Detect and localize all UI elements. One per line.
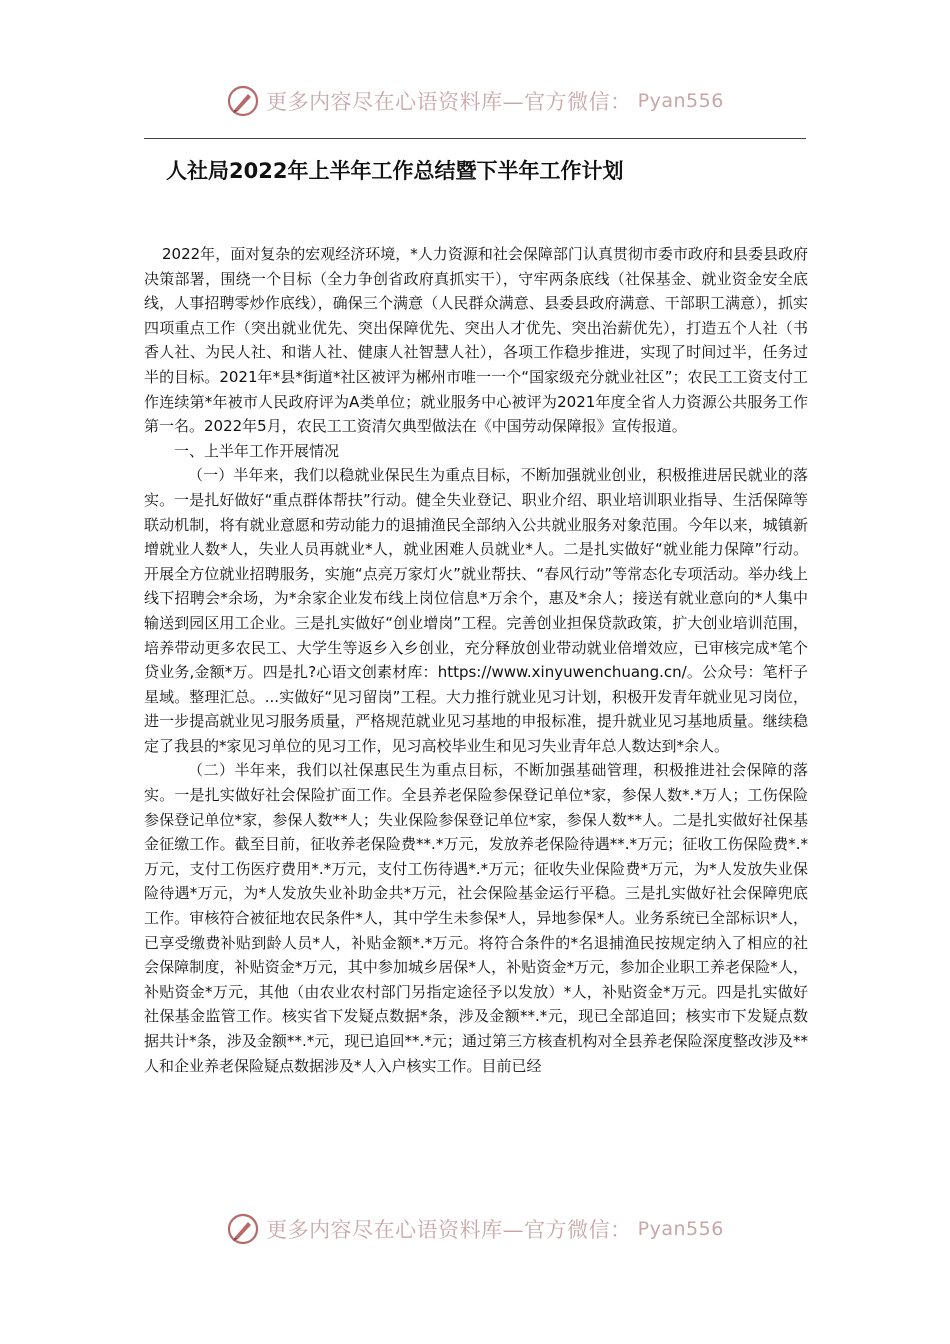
watermark-text: 更多内容尽在心语资料库—官方微信： [266, 1218, 632, 1242]
pen-logo-icon [226, 84, 260, 118]
paragraph-social-security: （二）半年来，我们以社保惠民生为重点目标，不断加强基础管理，积极推进社会保障的落实。一是扎实做好社会保险扩面工作。全县养老保险参保登记单位*家，参保人数*.*万人；工伤保险参保登记单位*家，参保人数**人；失业保险参保登记单位*家，参保人数**人。二是扎实做好社保基金征缴工作。截至目前，征收养老保险费**.*万元，发放养老保险待遇**.*万元；征收工伤保险费*.*万元，支付工伤医疗费用*.*万元，支付工伤待遇*.*万元；征收失业保险费*万元，为*人发放失业保险待遇*万元，为*人发放失业补助金共*万元，社会保险基金运行平稳。三是扎实做好社会保障兜底工作。审核符合被征地农民条件*人，其中学生未参保*人，异地参保*人。业务系统已全部标识*人，已享受缴费补贴到龄人员*人，补贴金额*.*万元。将符合条件的*名退捕渔民按规定纳入了相应的社会保障制度，补贴资金*万元，其中参加城乡居保*人，补贴资金*万元，参加企业职工养老保险*人，补贴资金*万元，其他（由农业农村部门另指定途径予以发放）*人，补贴资金*万元。四是扎实做好社保基金监管工作。核实省下发疑点数据*条，涉及金额**.*元，现已全部追回；核实市下发疑点数据共计*条，涉及金额**.*元，现已追回**.*元；通过第三方核查机构对全县养老保险深度整改涉及**人和企业养老保险疑点数据涉及*人入户核实工作。目前已经 [144, 761, 808, 1075]
watermark-wechat-id: Pyan556 [637, 90, 724, 112]
document-title: 人社局2022年上半年工作总结暨下半年工作计划 [166, 159, 624, 183]
watermark-footer [0, 1212, 950, 1246]
document-body [144, 242, 808, 1078]
section-heading-1: 一、上半年工作开展情况 [174, 441, 340, 460]
paragraph-intro: 2022年，面对复杂的宏观经济环境，*人力资源和社会保障部门认真贯彻市委市政府和县委县政府决策部署，围绕一个目标（全力争创省政府真抓实干），守牢两条底线（社保基金、就业资金安全底线，人事招聘零炒作底线），确保三个满意（人民群众满意、县委县政府满意、干部职工满意），抓实四项重点工作（突出就业优先、突出保障优先、突出人才优先、突出治薪优先），打造五个人社（书香人社、为民人社、和谐人社、健康人社智慧人社），各项工作稳步推进，实现了时间过半，任务过半的目标。2021年*县*街道*社区被评为郴州市唯一一个“国家级充分就业社区”；农民工工资支付工作连续第*年被市人民政府评为A类单位；就业服务中心被评为2021年度全省人力资源公共服务工作第一名。2022年5月，农民工工资清欠典型做法在《中国劳动保障报》宣传报道。 [144, 245, 808, 436]
header-rule [144, 138, 806, 139]
paragraph-employment: （一）半年来，我们以稳就业保民生为重点目标，不断加强就业创业，积极推进居民就业的落实。一是扎好做好“重点群体帮扶”行动。健全失业登记、职业介绍、职业培训职业指导、生活保障等联动机制，将有就业意愿和劳动能力的退捕渔民全部纳入公共就业服务对象范围。今年以来，城镇新增就业人数*人，失业人员再就业*人，就业困难人员就业*人。二是扎实做好“就业能力保障”行动。开展全方位就业招聘服务，实施“点亮万家灯火”就业帮扶、“春风行动”等常态化专项活动。举办线上线下招聘会*余场，为*余家企业发布线上岗位信息*万余个，惠及*余人；接送有就业意向的*人集中输送到园区用工企业。三是扎实做好“创业增岗”工程。完善创业担保贷款政策，扩大创业培训范围，培养带动更多农民工、大学生等返乡入乡创业，充分释放创业带动就业倍增效应，已审核完成*笔个贷业务,金额*万。四是扎?心语文创素材库：https://www.xinyuwenchuang.cn/。公众号：笔杆子星域。整理汇总。...实做好“见习留岗”工程。大力推行就业见习计划，积极开发青年就业见习岗位，进一步提高就业见习服务质量，严格规范就业见习基地的申报标准，提升就业见习基地质量。继续稳定了我县的*家见习单位的见习工作，见习高校毕业生和见习失业青年总人数达到*余人。 [144, 466, 808, 755]
pen-logo-icon [226, 1212, 260, 1246]
watermark-wechat-id: Pyan556 [637, 1218, 724, 1240]
watermark-header [0, 84, 950, 118]
watermark-text: 更多内容尽在心语资料库—官方微信： [266, 90, 632, 114]
